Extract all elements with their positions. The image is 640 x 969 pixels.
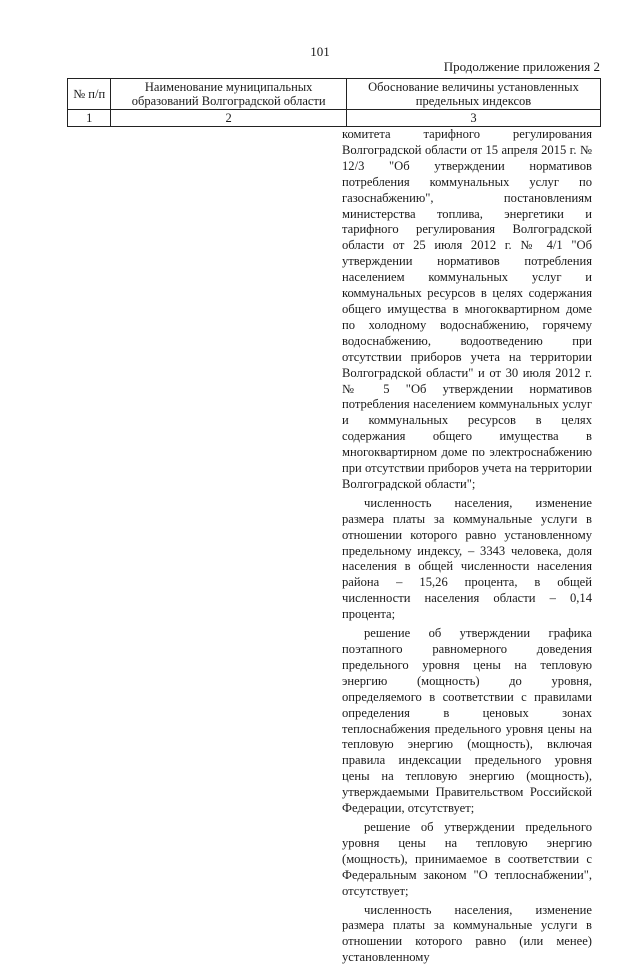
paragraph: численность населения, изменение размера платы за коммунальные услуги в отношении которого равно (или менее) установленному — [342, 902, 592, 965]
paragraph: решение об утверждении графика поэтапного равномерного доведения предельного уровня цены на тепловую энергию (мощность) до уровня, определяемого в соответствии с правилами определения в ценовых зонах теплоснабжения предельного уровня цены на тепловую энергию (мощность), включая правила индексации предельного уровня цены на тепловую энергию (мощность), утверждаемыми Правительством Российской Федерации, отсутствует; — [342, 626, 592, 816]
header-cell-municipality: Наименование муниципальных образований Волгоградской области — [111, 79, 347, 110]
paragraph: решение об утверждении предельного уровня цены на тепловую энергию (мощность), принимаемое в соответствии с Федеральным законом "О теплоснабжении", отсутствует; — [342, 819, 592, 898]
header-cell-justification: Обоснование величины установленных предельных индексов — [346, 79, 600, 110]
table-header-row — [68, 79, 601, 110]
column-number-2: 2 — [111, 110, 347, 127]
table-column-numbers-row — [68, 110, 601, 127]
paragraph: численность населения, изменение размера платы за коммунальные услуги в отношении которого равно установленному предельному индексу, – 3343 человека, доля населения в общей численности населения района – 15,26 процента, в общей численности населения области – 0,14 процента; — [342, 495, 592, 622]
appendix-continuation-label: Продолжение приложения 2 — [443, 59, 600, 74]
justification-text — [342, 127, 592, 969]
header-table — [67, 78, 601, 127]
paragraph: комитета тарифного регулирования Волгоградской области от 15 апреля 2015 г. № 12/3 "Об утверждении нормативов потребления коммунальных услуг по газоснабжению", постановлениям министерства топлива, энергетики и тарифного регулирования Волгоградской области от 25 июля 2012 г. № 4/1 "Об утверждении нормативов потребления населением коммунальных услуг и коммунальных ресурсов в целях содержания общего имущества в многоквартирном доме по холодному водоснабжению, горячему водоснабжению, водоотведению при отсутствии приборов учета на территории Волгоградской области" и от 30 июля 2012 г. № 5 "Об утверждении нормативов потребления населением коммунальных услуг и коммунальных ресурсов в целях содержания общего имущества в многоквартирном доме по электроснабжению при отсутствии приборов учета на территории Волгоградской области"; — [342, 127, 592, 491]
column-number-1: 1 — [68, 110, 111, 127]
column-number-3: 3 — [346, 110, 600, 127]
page-number: 101 — [310, 44, 330, 59]
header-cell-number: № п/п — [68, 79, 111, 110]
